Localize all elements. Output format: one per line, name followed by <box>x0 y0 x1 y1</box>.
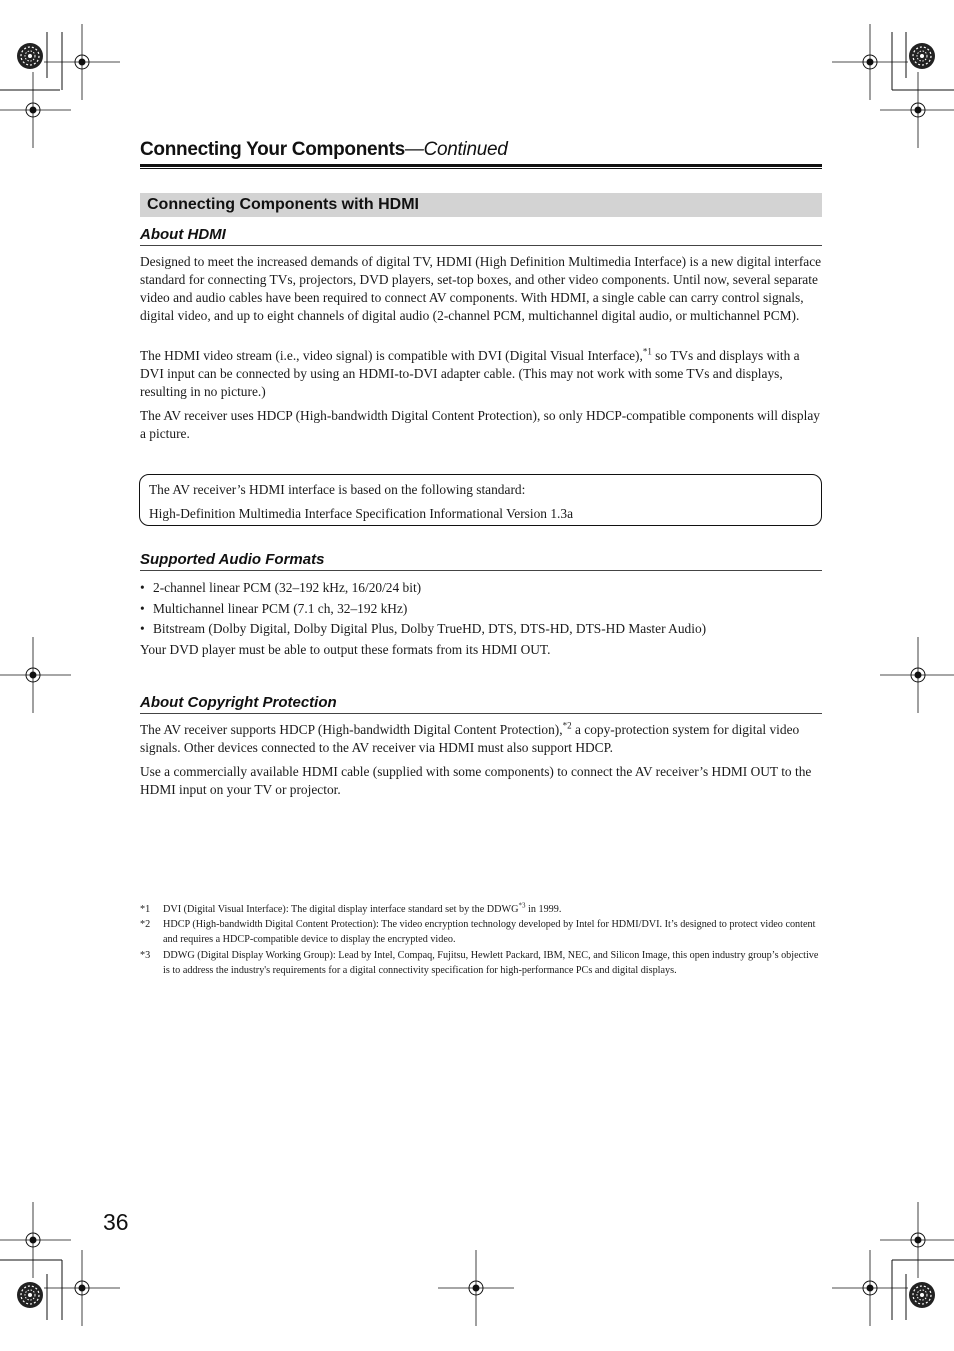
footnotes <box>140 902 822 978</box>
section-title: Connecting Components with HDMI <box>147 196 419 213</box>
footnote-ref-1: *1 <box>642 346 652 357</box>
registration-mark-icon <box>0 72 71 148</box>
about-hdmi-paragraph-3: The AV receiver uses HDCP (High-bandwidth Digital Content Protection), so only HDCP-compatible components will display a picture. <box>140 408 820 441</box>
header-rule <box>140 164 822 169</box>
registration-mark-icon <box>880 72 954 148</box>
note-line-1: The AV receiver’s HDMI interface is based on the following standard: <box>149 482 526 497</box>
registration-mark-icon <box>880 637 954 713</box>
registration-mark-icon <box>44 24 120 100</box>
color-wheel-mark-icon <box>909 43 935 69</box>
header-title: Connecting Your Components <box>140 139 405 160</box>
about-hdmi-heading: About HDMI <box>140 226 822 246</box>
footnote-ref-2: *2 <box>562 720 572 731</box>
note-line-2: High-Definition Multimedia Interface Specification Informational Version 1.3a <box>149 506 574 521</box>
about-hdmi-paragraph-2 <box>140 347 822 401</box>
footnote-mark: *2 <box>140 919 151 931</box>
footnote-text-tail: in 1999. <box>525 904 562 915</box>
copyright-paragraph-1 <box>140 721 822 757</box>
registration-mark-icon <box>0 637 71 713</box>
section-title-bar <box>140 193 822 217</box>
page-number: 36 <box>103 1209 129 1235</box>
hdmi-standard-note-box <box>139 474 822 526</box>
registration-mark-icon <box>0 1202 71 1278</box>
list-item: • Multichannel linear PCM (7.1 ch, 32–192 kHz) <box>140 600 822 618</box>
footnote-mark: *1 <box>140 904 151 915</box>
p2-text-b: so TVs and displays with a DVI input can be connected by using an HDMI-to-DVI adapter cable. (This may not work with some TVs and displays, resulting in no picture.) <box>140 348 800 399</box>
registration-mark-icon <box>44 1250 120 1326</box>
footnote-3 <box>140 948 822 978</box>
footnote-mark: *3 <box>140 949 151 961</box>
registration-mark-icon <box>832 24 908 100</box>
copyright-paragraph-2: Use a commercially available HDMI cable (supplied with some components) to connect the AV receiver’s HDMI OUT to the HDMI input on your TV or projector. <box>140 764 812 797</box>
about-hdmi-paragraph-1: Designed to meet the increased demands of digital TV, HDMI (High Definition Multimedia Interface) is a new digital interface standard for connecting TVs, projectors, DVD players, set-top boxes, and other video components. Until now, several separate video and audio cables have been required to connect AV components. With HDMI, a single cable can carry control signals, digital video, and up to eight channels of digital audio (2-channel PCM, multichannel digital audio, or multichannel PCM). <box>140 254 822 323</box>
registration-mark-icon <box>832 1250 908 1326</box>
audio-formats-list <box>140 579 822 641</box>
c1-text-a: The AV receiver supports HDCP (High-bandwidth Digital Content Protection), <box>140 722 563 737</box>
audio-formats-note: Your DVD player must be able to output these formats from its HDMI OUT. <box>140 642 551 657</box>
running-header <box>140 139 822 161</box>
registration-mark-icon <box>880 1202 954 1278</box>
footnote-2 <box>140 917 822 947</box>
registration-mark-icon <box>438 1250 514 1326</box>
audio-formats-heading: Supported Audio Formats <box>140 551 822 571</box>
footnote-text: DVI (Digital Visual Interface): The digital display interface standard set by the DDWG <box>163 904 519 915</box>
p2-text-a: The HDMI video stream (i.e., video signal) is compatible with DVI (Digital Visual Interface), <box>140 348 643 363</box>
c1-text-b: a copy-protection system for digital video signals. Other devices connected to the AV receiver via HDMI must also support HDCP. <box>140 722 800 755</box>
footnote-text: HDCP (High-bandwidth Digital Content Protection): The video encryption technology developed by Intel for HDMI/DVI. It’s designed to protect video content and requires a HDCP-compatible device to display the encrypted video. <box>163 919 816 946</box>
color-wheel-mark-icon <box>17 43 43 69</box>
list-item: • Bitstream (Dolby Digital, Dolby Digital Plus, Dolby TrueHD, DTS, DTS-HD, DTS-HD Master Audio) <box>140 620 822 638</box>
color-wheel-mark-icon <box>17 1282 43 1308</box>
header-continued: —Continued <box>404 139 508 160</box>
color-wheel-mark-icon <box>909 1282 935 1308</box>
footnote-ref-3: *3 <box>518 901 526 910</box>
list-item: • 2-channel linear PCM (32–192 kHz, 16/20/24 bit) <box>140 579 822 597</box>
footnote-1 <box>140 902 822 917</box>
copyright-heading: About Copyright Protection <box>140 694 822 714</box>
footnote-text: DDWG (Digital Display Working Group): Lead by Intel, Compaq, Fujitsu, Hewlett Packard, IBM, NEC, and Silicon Image, this open industry group’s objective is to address the industry's requirements for a digital connectivity specification for high-performance PCs and digital displays. <box>163 949 819 976</box>
